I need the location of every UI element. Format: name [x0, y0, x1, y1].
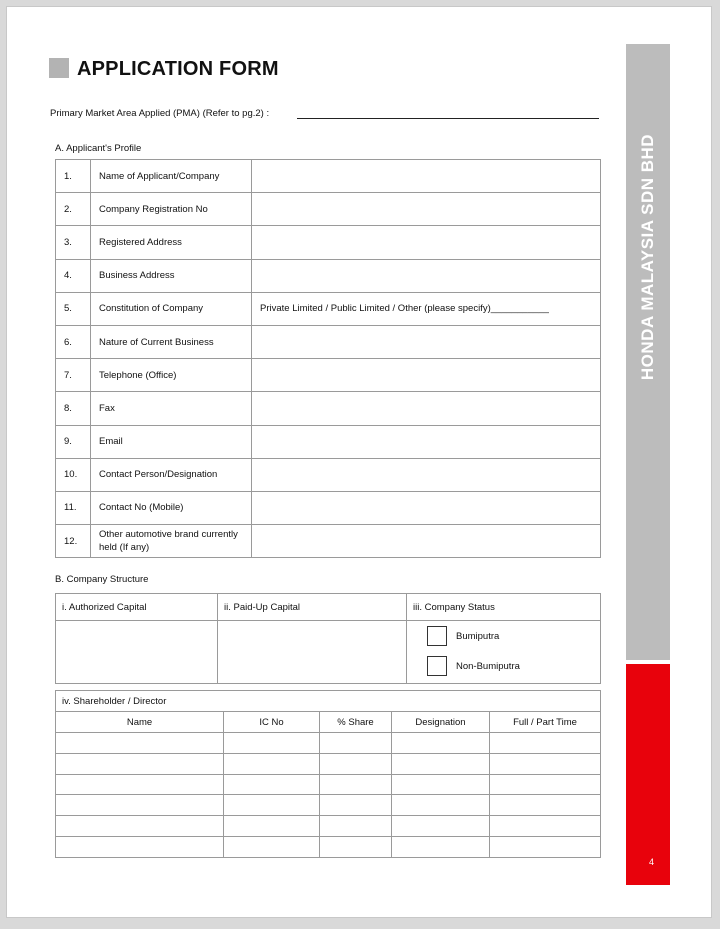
- profile-row: [56, 160, 601, 193]
- status-option-non-bumiputra[interactable]: [427, 651, 600, 681]
- col-full-part-time: Full / Part Time: [490, 712, 601, 733]
- profile-row: [56, 292, 601, 325]
- profile-row-number: 3.: [56, 226, 91, 259]
- authorized-capital-header: i. Authorized Capital: [56, 594, 218, 621]
- non-bumiputra-checkbox[interactable]: [427, 656, 447, 676]
- profile-row: [56, 425, 601, 458]
- shareholder-cell[interactable]: [490, 753, 601, 774]
- profile-row-number: 10.: [56, 458, 91, 491]
- profile-row-value-field[interactable]: [252, 193, 601, 226]
- shareholder-cell[interactable]: [224, 795, 320, 816]
- section-a-title: A. Applicant's Profile: [55, 143, 142, 154]
- profile-row-label: Company Registration No: [91, 193, 252, 226]
- shareholder-cell[interactable]: [392, 774, 490, 795]
- profile-row-value-field[interactable]: [252, 425, 601, 458]
- profile-row-label: Name of Applicant/Company: [91, 160, 252, 193]
- shareholder-row: [56, 795, 601, 816]
- profile-row-number: 8.: [56, 392, 91, 425]
- profile-row-label: Contact Person/Designation: [91, 458, 252, 491]
- profile-row-number: 11.: [56, 491, 91, 524]
- profile-row-number: 4.: [56, 259, 91, 292]
- shareholder-cell[interactable]: [320, 816, 392, 837]
- title-square-icon: [49, 58, 69, 78]
- profile-row-number: 7.: [56, 359, 91, 392]
- shareholder-cell[interactable]: [224, 816, 320, 837]
- profile-row-number: 12.: [56, 525, 91, 558]
- profile-row: [56, 458, 601, 491]
- shareholder-cell[interactable]: [392, 753, 490, 774]
- col-designation: Designation: [392, 712, 490, 733]
- profile-row-number: 2.: [56, 193, 91, 226]
- shareholder-cell[interactable]: [320, 733, 392, 754]
- profile-row-value-field[interactable]: [252, 458, 601, 491]
- pma-input-line[interactable]: [297, 118, 599, 119]
- shareholder-cell[interactable]: [56, 733, 224, 754]
- sidebar-red-band: [626, 664, 670, 885]
- shareholder-cell[interactable]: [392, 816, 490, 837]
- company-status-header: iii. Company Status: [407, 594, 601, 621]
- profile-row-label: Nature of Current Business: [91, 325, 252, 358]
- shareholder-cell[interactable]: [490, 836, 601, 857]
- shareholder-row: [56, 733, 601, 754]
- applicant-profile-table: [55, 159, 601, 558]
- profile-row-label: Telephone (Office): [91, 359, 252, 392]
- shareholder-cell[interactable]: [56, 795, 224, 816]
- shareholder-cell[interactable]: [320, 774, 392, 795]
- profile-row-value-field[interactable]: [252, 160, 601, 193]
- section-b-title: B. Company Structure: [55, 574, 149, 585]
- non-bumiputra-label: Non-Bumiputra: [456, 660, 520, 672]
- bumiputra-label: Bumiputra: [456, 630, 500, 642]
- shareholder-cell[interactable]: [56, 836, 224, 857]
- pma-label: Primary Market Area Applied (PMA) (Refer to pg.2) :: [50, 108, 270, 119]
- profile-row-label: Email: [91, 425, 252, 458]
- profile-row: [56, 525, 601, 558]
- shareholder-table: [55, 690, 601, 858]
- page-number: 4: [649, 857, 655, 867]
- profile-row: [56, 392, 601, 425]
- shareholder-row: [56, 774, 601, 795]
- shareholder-cell[interactable]: [392, 795, 490, 816]
- shareholder-cell[interactable]: [224, 836, 320, 857]
- profile-row-label: Constitution of Company: [91, 292, 252, 325]
- company-status-options: [407, 621, 601, 684]
- bumiputra-checkbox[interactable]: [427, 626, 447, 646]
- shareholder-cell[interactable]: [56, 753, 224, 774]
- shareholder-cell[interactable]: [490, 816, 601, 837]
- profile-row-number: 1.: [56, 160, 91, 193]
- profile-row: [56, 491, 601, 524]
- shareholder-cell[interactable]: [56, 774, 224, 795]
- shareholder-row: [56, 816, 601, 837]
- shareholder-cell[interactable]: [224, 753, 320, 774]
- shareholder-cell[interactable]: [392, 836, 490, 857]
- status-option-bumiputra[interactable]: [427, 621, 600, 651]
- profile-row-value-field[interactable]: [252, 392, 601, 425]
- shareholder-cell[interactable]: [320, 836, 392, 857]
- shareholder-row: [56, 753, 601, 774]
- profile-row-label: Other automotive brand currently held (If any): [91, 525, 252, 558]
- shareholder-cell[interactable]: [224, 774, 320, 795]
- profile-row-label: Fax: [91, 392, 252, 425]
- profile-row-label: Contact No (Mobile): [91, 491, 252, 524]
- profile-row-value-field[interactable]: Private Limited / Public Limited / Other (please specify)___________: [252, 292, 601, 325]
- shareholder-row: [56, 836, 601, 857]
- profile-row: [56, 359, 601, 392]
- profile-row-value-field[interactable]: [252, 491, 601, 524]
- shareholder-cell[interactable]: [490, 774, 601, 795]
- shareholder-cell[interactable]: [224, 733, 320, 754]
- profile-row-number: 9.: [56, 425, 91, 458]
- authorized-capital-field[interactable]: [56, 621, 218, 684]
- profile-row: [56, 259, 601, 292]
- col-ic-no: IC No: [224, 712, 320, 733]
- shareholder-cell[interactable]: [490, 733, 601, 754]
- profile-row: [56, 325, 601, 358]
- profile-row-value-field[interactable]: [252, 259, 601, 292]
- document-page: [6, 6, 712, 918]
- shareholder-cell[interactable]: [56, 816, 224, 837]
- profile-row-value-field[interactable]: [252, 525, 601, 558]
- paid-up-capital-header: ii. Paid-Up Capital: [218, 594, 407, 621]
- profile-row-value-field[interactable]: [252, 325, 601, 358]
- shareholder-cell[interactable]: [320, 795, 392, 816]
- form-title: APPLICATION FORM: [77, 58, 279, 80]
- shareholder-cell[interactable]: [392, 733, 490, 754]
- profile-row-value-field[interactable]: [252, 359, 601, 392]
- profile-row-label: Business Address: [91, 259, 252, 292]
- profile-row-number: 5.: [56, 292, 91, 325]
- col-share: % Share: [320, 712, 392, 733]
- shareholder-cell[interactable]: [490, 795, 601, 816]
- profile-row: [56, 226, 601, 259]
- col-name: Name: [56, 712, 224, 733]
- company-name-vertical: HONDA MALAYSIA SDN BHD: [638, 133, 657, 381]
- profile-row-value-field[interactable]: [252, 226, 601, 259]
- profile-row-label: Registered Address: [91, 226, 252, 259]
- company-structure-table: [55, 593, 601, 684]
- profile-row: [56, 193, 601, 226]
- profile-row-number: 6.: [56, 325, 91, 358]
- shareholder-title: iv. Shareholder / Director: [56, 691, 601, 712]
- shareholder-cell[interactable]: [320, 753, 392, 774]
- paid-up-capital-field[interactable]: [218, 621, 407, 684]
